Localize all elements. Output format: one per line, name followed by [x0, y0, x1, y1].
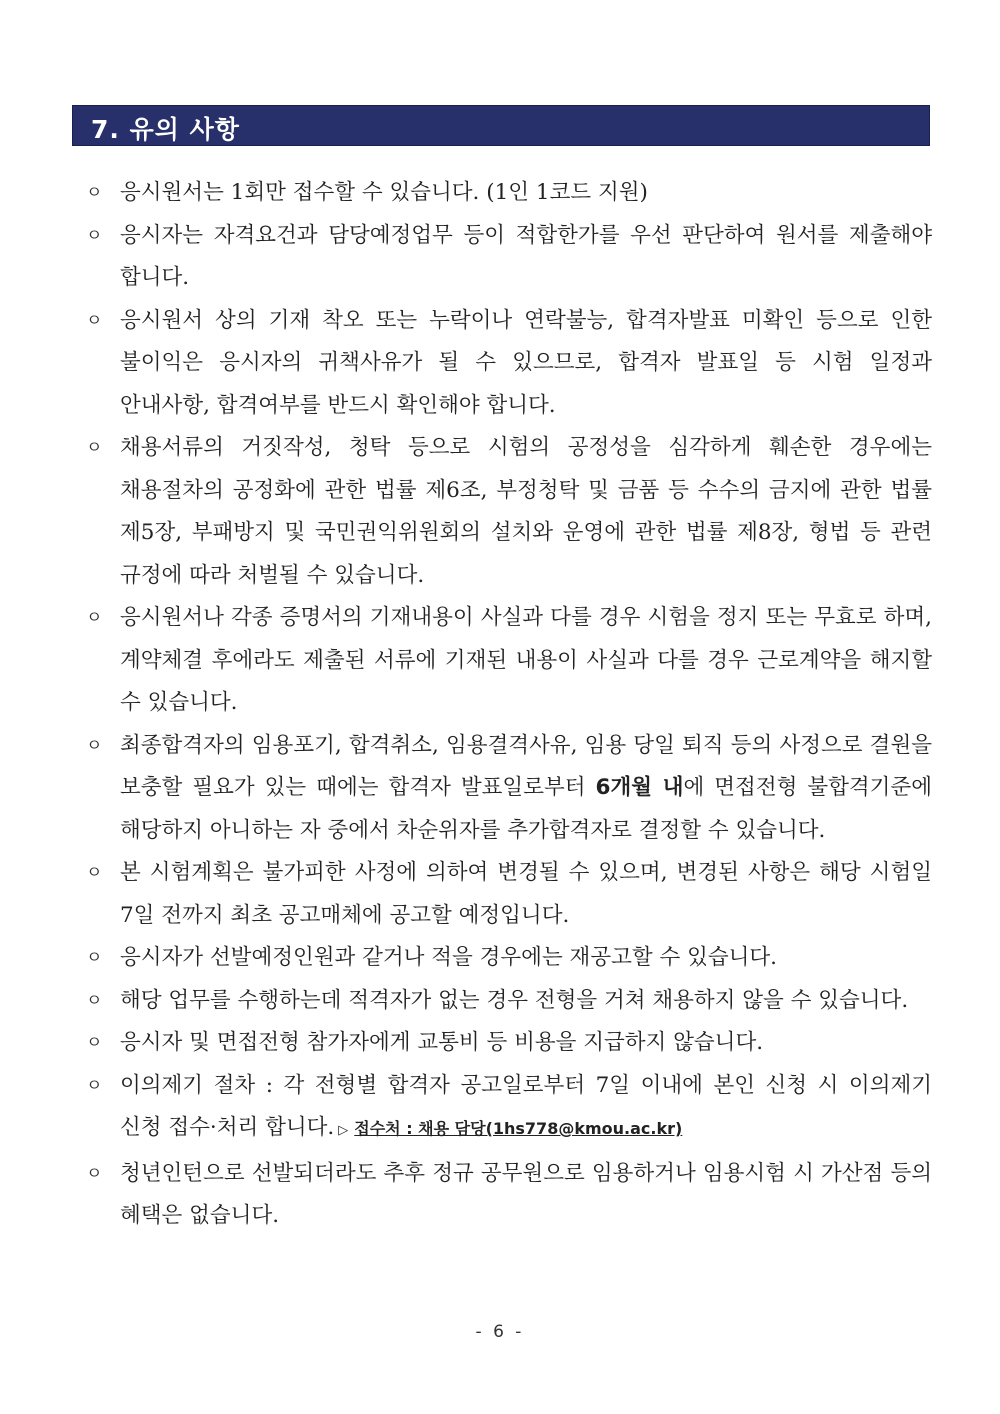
bullet-icon: ㅇ: [86, 438, 103, 458]
item-text: 응시원서나 각종 증명서의 기재내용이 사실과 다를 경우 시험을 정지 또는 무효로 하며, 계약체결 후에라도 제출된 서류에 기재된 내용이 사실과 다를 경우 근로계약을 해지할 수 있습니다.: [120, 605, 932, 715]
bullet-icon: ㅇ: [86, 1075, 103, 1096]
list-item: [82, 937, 932, 980]
item-text: 본 시험계획은 불가피한 사정에 의하여 변경될 수 있으며, 변경된 사항은 해당 시험일 7일 전까지 최초 공고매체에 공고할 예정입니다.: [120, 860, 932, 928]
bullet-icon: ㅇ: [86, 1163, 103, 1184]
bullet-icon: ㅇ: [86, 948, 103, 968]
item-text: 에 면접전형 불합격기준에 해당하지 아니하는 자 중에서 차순위자를 추가합격자로 결정할 수 있습니다.: [120, 775, 932, 843]
section-title: 7. 유의 사항: [91, 115, 240, 144]
list-item: [82, 172, 932, 215]
bullet-icon: ㅇ: [86, 225, 103, 246]
notice-list: [82, 172, 932, 1238]
item-text: 응시원서는 1회만 접수할 수 있습니다. (1인 1코드 지원): [120, 180, 648, 205]
list-item: [82, 597, 932, 725]
bullet-icon: ㅇ: [86, 310, 103, 331]
item-text: 응시자가 선발예정인원과 같거나 적을 경우에는 재공고할 수 있습니다.: [120, 945, 777, 970]
item-text: 응시자는 자격요건과 담당예정업무 등이 적합한가를 우선 판단하여 원서를 제출해야 합니다.: [120, 222, 932, 290]
list-item-appeal: [82, 1065, 932, 1153]
bullet-icon: ㅇ: [86, 183, 103, 203]
contact-email: 접수처 : 채용 담당(1hs778@kmou.ac.kr): [354, 1119, 683, 1138]
item-text: 최종합격자의 임용포기, 합격취소, 임용결격사유, 임용 당일 퇴직 등의 사정으로 결원을 보충할 필요가 있는 때에는 합격자 발표일로부터: [120, 732, 932, 800]
item-text: 해당 업무를 수행하는데 적격자가 없는 경우 전형을 거쳐 채용하지 않을 수 있습니다.: [120, 987, 909, 1013]
list-item-reserve: [82, 725, 932, 853]
arrow-icon: ▷: [338, 1123, 349, 1138]
item-text: 채용서류의 거짓작성, 청탁 등으로 시험의 공정성을 심각하게 훼손한 경우에는 채용절차의 공정화에 관한 법률 제6조, 부정청탁 및 금품 등 수수의 금지에 관한 법률 제5장, 부패방지 및 국민권익위원회의 설치와 운영에 관한 법률 제8장, 형법 등 관련 규정에 따라 처벌될 수 있습니다.: [120, 435, 932, 588]
item-text: 청년인턴으로 선발되더라도 추후 정규 공무원으로 임용하거나 임용시험 시 가산점 등의 혜택은 없습니다.: [120, 1160, 932, 1228]
item-text: 응시원서 상의 기재 착오 또는 누락이나 연락불능, 합격자발표 미확인 등으로 인한 불이익은 응시자의 귀책사유가 될 수 있으므로, 합격자 발표일 등 시험 일정과 안내사항, 합격여부를 반드시 확인해야 합니다.: [120, 307, 932, 418]
list-item: [82, 852, 932, 937]
list-item: [82, 215, 932, 300]
section-header: [72, 105, 930, 146]
item-text: 응시자 및 면접전형 참가자에게 교통비 등 비용을 지급하지 않습니다.: [120, 1030, 764, 1055]
list-item: [82, 1022, 932, 1065]
bullet-icon: ㅇ: [86, 990, 103, 1011]
emphasis-text: 6개월 내: [595, 775, 684, 800]
list-item: [82, 980, 932, 1023]
item-text: 이의제기 절차 : 각 전형별 합격자 공고일로부터 7일 이내에 본인 신청 시 이의제기 신청 접수·처리 합니다.: [120, 1072, 932, 1140]
bullet-icon: ㅇ: [86, 863, 103, 883]
list-item: [82, 427, 932, 597]
bullet-icon: ㅇ: [86, 1033, 103, 1053]
contact-note: [334, 1119, 682, 1138]
list-item: [82, 1153, 932, 1238]
bullet-icon: ㅇ: [86, 735, 103, 756]
list-item: [82, 300, 932, 428]
bullet-icon: ㅇ: [86, 608, 103, 628]
page-number: - 6 -: [475, 1322, 525, 1342]
